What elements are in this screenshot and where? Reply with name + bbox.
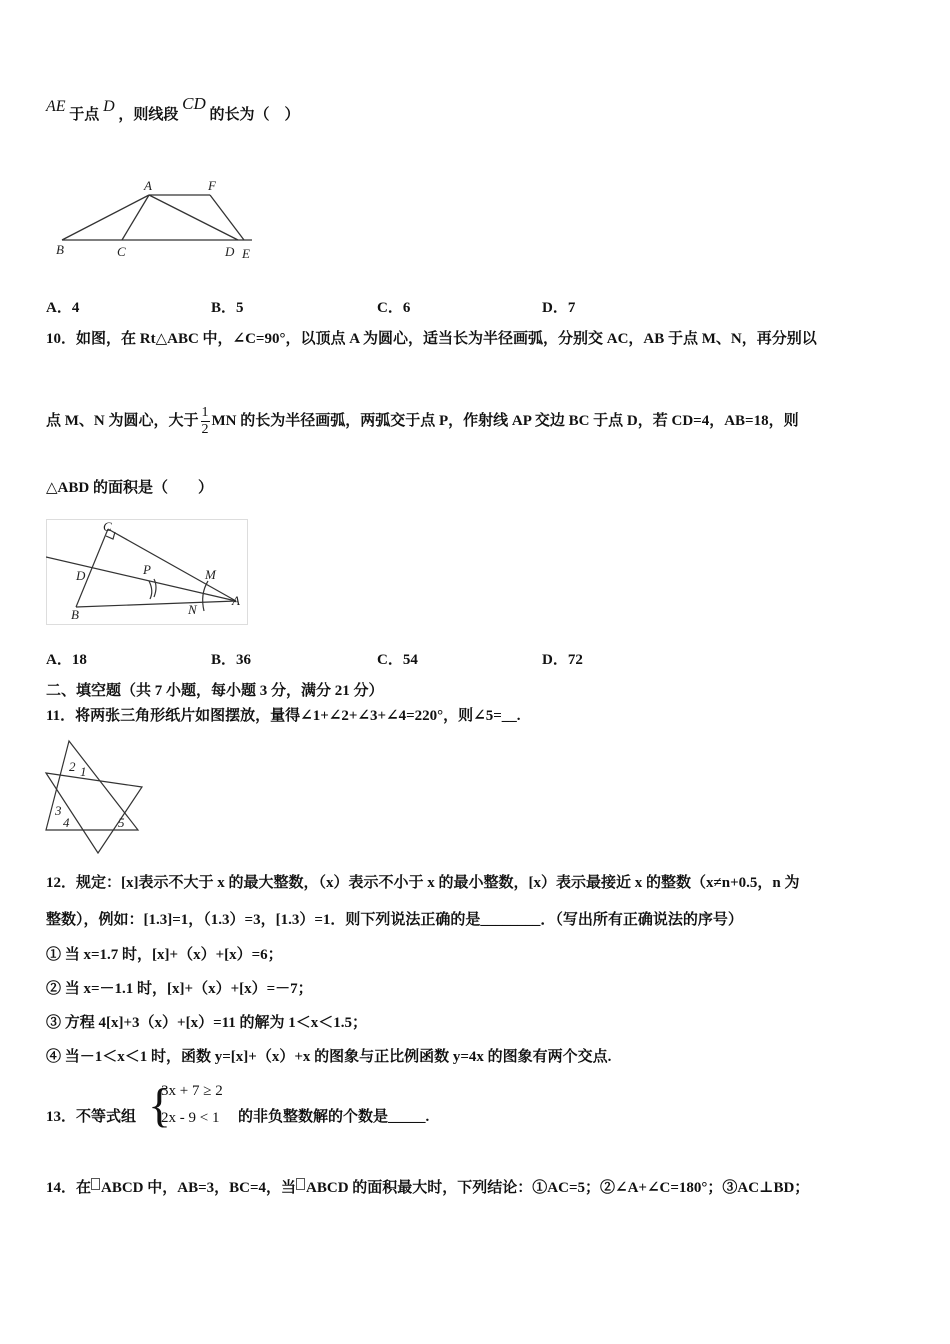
q13-inequality-1: 3x + 7 ≥ 2: [161, 1083, 223, 1099]
q9-ae-label: AE: [46, 98, 66, 115]
q10-label-c: C: [103, 519, 112, 534]
q9-option-c: C．6: [377, 300, 411, 316]
q9-text-2: ，则线段: [118, 107, 179, 123]
q9-cd-label: CD: [182, 94, 206, 113]
q10-option-b: B．36: [211, 652, 252, 668]
q9-d-label: D: [103, 98, 115, 115]
q9-text-1: 于点: [69, 107, 100, 123]
q10-line-2-pre: 点 M、N 为圆心，大于: [46, 413, 199, 429]
q11-line: 11．将两张三角形纸片如图摆放，量得∠1+∠2+∠3+∠4=220°，则∠5=__.: [46, 708, 521, 724]
q14-line: [46, 1178, 809, 1198]
q9-label-c: C: [117, 244, 126, 259]
parallelogram-symbol-icon-2: [296, 1178, 305, 1190]
q14-text-c: ABCD 的面积最大时，下列结论：①AC=5；②∠A+∠C=180°；③AC⊥BD；: [306, 1180, 810, 1196]
q13-post: 的非负整数解的个数是_____.: [238, 1109, 430, 1125]
q9-option-b: B．5: [211, 300, 244, 316]
q10-arc-p-1: [149, 581, 152, 599]
q10-fraction: [201, 405, 210, 438]
q9-label-b: B: [56, 242, 64, 257]
q10-label-p: P: [143, 562, 151, 577]
q14-text-b: ABCD 中，AB=3，BC=4，当: [101, 1180, 297, 1196]
q9-figure: [52, 175, 262, 265]
q10-label-n: N: [188, 602, 197, 617]
q10-figure: [46, 519, 248, 625]
q10-line-2: [46, 396, 799, 446]
q10-option-c: C．54: [377, 652, 418, 668]
q10-label-d: D: [76, 568, 86, 583]
q12-line-1: 12．规定：[x]表示不大于 x 的最大整数，（x）表示不小于 x 的最小整数，[x）表示最接近 x 的整数（x≠n+0.5，n 为: [46, 875, 800, 891]
q10-line-ca: [108, 529, 236, 601]
q12-item-4: ④ 当－1＜x＜1 时，函数 y=[x]+（x）+x 的图象与正比例函数 y=4x 的图象有两个交点.: [46, 1049, 612, 1065]
q13-pre: 13．不等式组: [46, 1109, 137, 1125]
q11-angle-5: 5: [118, 815, 125, 830]
q10-frac-den: 2: [201, 422, 209, 438]
q9-label-a: A: [144, 178, 152, 193]
q13-brace: {: [148, 1079, 172, 1132]
q9-option-d: D．7: [542, 300, 576, 316]
q9-text-3: 的长为（ ）: [209, 107, 300, 123]
q10-option-d: D．72: [542, 652, 583, 668]
q9-label-f: F: [208, 178, 216, 193]
q9-line-fe: [210, 195, 244, 240]
q9-label-d: D: [225, 244, 235, 259]
parallelogram-symbol-icon: [91, 1178, 100, 1190]
q11-angle-2: 2: [69, 759, 76, 774]
q12-item-3: ③ 方程 4[x]+3（x）+[x）=11 的解为 1＜x＜1.5；: [46, 1015, 368, 1031]
section-2-heading: 二、填空题（共 7 小题，每小题 3 分，满分 21 分）: [46, 683, 384, 699]
q13-inequality-2: 2x - 9 < 1: [161, 1110, 220, 1126]
q9-line-ad: [149, 195, 238, 240]
q10-frac-num: 1: [201, 405, 209, 421]
q10-line-ba: [76, 601, 236, 607]
q9-label-e: E: [242, 246, 250, 261]
q10-arc-mn: [203, 581, 208, 611]
q9-stem-line: [46, 94, 300, 138]
q10-line-1: 10．如图，在 Rt△ABC 中，∠C=90°，以顶点 A 为圆心，适当长为半径画弧，分别交 AC，AB 于点 M、N，再分别以: [46, 331, 817, 347]
q12-item-2: ② 当 x=－1.1 时，[x]+（x）+[x）=－7；: [46, 981, 313, 997]
q10-line-2-post: MN 的长为半径画弧，两弧交于点 P，作射线 AP 交边 BC 于点 D，若 CD=4，AB=18，则: [211, 413, 799, 429]
q11-angle-3: 3: [55, 803, 62, 818]
q14-text-a: 14．在: [46, 1180, 92, 1196]
q10-option-a: A．18: [46, 652, 87, 668]
q12-line-2: 整数），例如：[1.3]=1，（1.3）=3，[1.3）=1．则下列说法正确的是________．（写出所有正确说法的序号）: [46, 912, 743, 928]
q12-item-1: ① 当 x=1.7 时，[x]+（x）+[x）=6；: [46, 947, 283, 963]
q9-option-a: A．4: [46, 300, 80, 316]
q11-figure: [42, 737, 148, 857]
q10-label-m: M: [205, 567, 216, 582]
q10-label-a: A: [232, 593, 240, 608]
q11-angle-1: 1: [80, 764, 87, 779]
q11-angle-4: 4: [63, 815, 70, 830]
q10-line-3: △ABD 的面积是（ ）: [46, 480, 213, 496]
q10-label-b: B: [71, 607, 79, 622]
